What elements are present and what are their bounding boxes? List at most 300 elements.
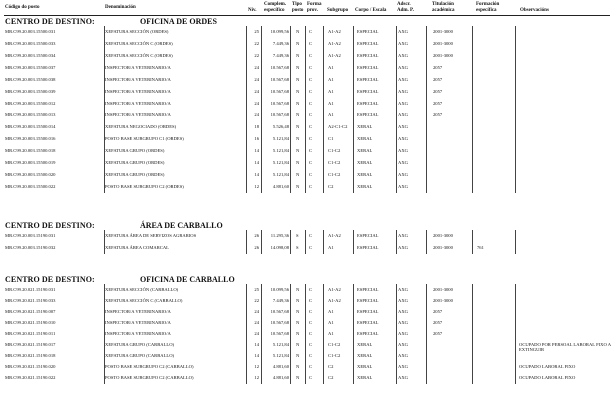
cell-complemento: 10.099,56	[270, 29, 289, 34]
cell-denominacion: XEFATURA GRUPO (CARBALLO)	[105, 342, 175, 347]
cell-observacions: OCUPADO LABORAL FIXO	[519, 364, 576, 369]
cell-codigo: MR.C99.20.003.15500.039	[5, 88, 56, 94]
cell-denominacion: INSPECTOR/A VETERINARIO/A	[105, 112, 171, 118]
cell-forma: C	[309, 76, 313, 82]
cell-denominacion: POSTO BASE SUBGRUPO C2 (CARBALLO)	[105, 364, 194, 369]
cell-titulacion: 2001-3000	[433, 52, 453, 58]
cell-complemento: 4.881,60	[272, 364, 289, 369]
cell-complemento: 4.881,60	[272, 375, 289, 380]
cell-titulacion: 2001-3000	[433, 298, 453, 303]
table-row	[0, 41, 614, 51]
cell-titulacion: 2057	[433, 331, 443, 336]
cell-forma: C	[309, 244, 313, 250]
table-row	[0, 172, 614, 182]
col-header-adscr-2: Adm. P.	[397, 7, 414, 13]
cell-denominacion: INSPECTOR/A VETERINARIO/A	[105, 320, 171, 325]
cell-codigo: MR.C99.20.021.15190.018	[5, 353, 56, 358]
cell-adscr: AXG	[398, 287, 408, 292]
cell-subgrupo: C1	[328, 136, 334, 142]
cell-tipo: N	[296, 136, 300, 142]
cell-nivel: 18	[254, 124, 259, 130]
cell-codigo: MR.C99.20.003.15500.031	[5, 29, 56, 34]
cell-corpo: XERAL	[357, 375, 373, 380]
col-header-adscr	[397, 2, 414, 13]
cell-denominacion: XEFATURA GRUPO (ORDES)	[105, 172, 165, 178]
table-row	[0, 89, 614, 99]
cell-forma: C	[309, 136, 313, 142]
cell-tipo: N	[296, 342, 300, 347]
table-row	[0, 29, 614, 39]
cell-titulacion: 2001-3000	[433, 287, 453, 292]
cell-corpo: ESPECIAL	[357, 320, 379, 325]
cell-complemento: 10.099,56	[270, 287, 289, 292]
cell-codigo: MR.C99.20.003.15500.033	[5, 40, 56, 46]
cell-corpo: ESPECIAL	[357, 52, 379, 58]
cell-complemento: 5.526,48	[272, 124, 289, 130]
cell-observacions: OCUPADO POR PERSOAL LABORAL FIXO A EXTINGUIR	[519, 342, 611, 352]
cell-subgrupo: A1-A2	[328, 52, 341, 58]
cell-corpo: ESPECIAL	[357, 40, 379, 46]
cell-complemento: 10.567,68	[270, 112, 289, 118]
cell-subgrupo: C2	[328, 183, 334, 189]
cell-codigo: MR.C99.20.021.15190.020	[5, 364, 56, 369]
cell-corpo: XERAL	[357, 364, 373, 369]
cell-adscr: AXG	[398, 353, 408, 358]
cell-subgrupo: A1-A2	[328, 40, 341, 46]
cell-denominacion: INSPECTOR/A VETERINARIO/A	[105, 331, 171, 336]
cell-forma: C	[309, 40, 313, 46]
cell-nivel: 14	[254, 172, 259, 178]
header-rule	[4, 15, 610, 16]
cell-forma: C	[309, 148, 313, 154]
cell-adscr: AXG	[398, 112, 408, 118]
cell-nivel: 24	[254, 112, 259, 118]
cell-subgrupo: A1-A2	[328, 233, 341, 238]
cell-denominacion: INSPECTOR/A VETERINARIO/A	[105, 64, 171, 70]
cell-adscr: AXG	[398, 183, 408, 189]
cell-corpo: ESPECIAL	[357, 88, 379, 94]
cell-forma: C	[309, 52, 313, 58]
table-row	[0, 298, 614, 308]
cell-corpo: XERAL	[357, 148, 373, 154]
cell-subgrupo: A1	[328, 88, 334, 94]
cell-denominacion: INSPECTOR/A VETERINARIO/A	[105, 309, 171, 314]
cell-denominacion: XEFATURA ÁREA DE SERVIZOS AGRARIOS	[105, 233, 197, 238]
cell-formacion: 761	[477, 244, 484, 250]
col-header-corpo: Corpo / Escala	[355, 8, 387, 13]
table-row	[0, 160, 614, 170]
table-row	[0, 364, 614, 374]
cell-subgrupo: C1-C2	[328, 172, 341, 178]
cell-tipo: N	[296, 88, 300, 94]
cell-nivel: 12	[254, 183, 259, 189]
cell-denominacion: XEFATURA GRUPO (ORDES)	[105, 148, 165, 154]
col-header-titulacion	[432, 2, 455, 13]
cell-codigo: MR.C99.20.003.15500.022	[5, 183, 56, 189]
cell-corpo: ESPECIAL	[357, 76, 379, 82]
cell-complemento: 5.121,84	[272, 148, 289, 154]
cell-corpo: ESPECIAL	[357, 287, 379, 292]
cell-adscr: AXG	[398, 88, 408, 94]
table-row	[0, 233, 614, 243]
cell-complemento: 10.567,68	[270, 64, 289, 70]
cell-complemento: 5.121,84	[272, 136, 289, 142]
cell-tipo: N	[296, 148, 300, 154]
cell-corpo: ESPECIAL	[357, 64, 379, 70]
cell-tipo: N	[296, 100, 300, 106]
cell-denominacion: XEFATURA NEGOCIADO (ORDES)	[105, 124, 177, 130]
cell-forma: C	[309, 364, 313, 369]
col-header-codigo: Código do posto	[5, 5, 40, 10]
section-label: CENTRO DE DESTINO:	[5, 275, 95, 284]
cell-forma: C	[309, 353, 313, 358]
section-name: OFICINA DE CARBALLO	[140, 275, 235, 284]
cell-titulacion: 2057	[433, 88, 443, 94]
cell-adscr: AXG	[398, 172, 408, 178]
cell-corpo: XERAL	[357, 353, 373, 358]
cell-denominacion: XEFATURA SECCIÓN C (ORDES)	[105, 40, 173, 46]
cell-nivel: 14	[254, 342, 259, 347]
table-row	[0, 320, 614, 330]
cell-tipo: N	[296, 353, 300, 358]
table-row	[0, 287, 614, 297]
cell-tipo: N	[296, 364, 300, 369]
cell-adscr: AXG	[398, 298, 408, 303]
cell-nivel: 25	[254, 29, 259, 34]
cell-corpo: ESPECIAL	[357, 244, 379, 250]
table-row	[0, 353, 614, 363]
cell-denominacion: POSTO BASE SUBGRUPO C2 (ORDES)	[105, 183, 184, 189]
cell-subgrupo: C1-C2	[328, 148, 341, 154]
cell-adscr: AXG	[398, 309, 408, 314]
cell-codigo: MR.C99.20.003.15500.018	[5, 148, 56, 154]
cell-codigo: MR.C99.20.003.15500.020	[5, 172, 56, 178]
cell-adscr: AXG	[398, 100, 408, 106]
cell-subgrupo: A1-A2	[328, 29, 341, 34]
col-header-adscr-1: Adscr.	[397, 2, 411, 7]
cell-tipo: N	[296, 320, 300, 325]
col-header-formacion-2: específica	[476, 7, 497, 13]
cell-titulacion: 2057	[433, 112, 443, 118]
cell-titulacion: 2001-3000	[433, 244, 453, 250]
cell-forma: C	[309, 375, 313, 380]
cell-denominacion: POSTO BASE SUBGRUPO C1 (ORDES)	[105, 136, 184, 142]
cell-forma: C	[309, 342, 313, 347]
cell-tipo: N	[296, 52, 300, 58]
cell-nivel: 26	[254, 233, 259, 238]
cell-nivel: 26	[254, 244, 259, 250]
cell-corpo: XERAL	[357, 124, 373, 130]
cell-subgrupo: C1-C2	[328, 353, 341, 358]
cell-forma: C	[309, 172, 313, 178]
cell-adscr: AXG	[398, 233, 408, 238]
cell-titulacion: 2057	[433, 64, 443, 70]
cell-titulacion: 2057	[433, 320, 443, 325]
cell-adscr: AXG	[398, 375, 408, 380]
cell-complemento: 10.567,68	[270, 100, 289, 106]
table-row	[0, 65, 614, 75]
table-row	[0, 342, 614, 352]
cell-adscr: AXG	[398, 244, 408, 250]
col-header-formacion-1: Formación	[476, 2, 500, 7]
section-name: OFICINA DE ORDES	[140, 17, 217, 26]
cell-denominacion: XEFATURA GRUPO (ORDES)	[105, 160, 165, 166]
cell-tipo: N	[296, 298, 300, 303]
table-row	[0, 53, 614, 63]
cell-adscr: AXG	[398, 52, 408, 58]
col-header-forma-2: prov.	[307, 7, 318, 13]
cell-codigo: MR.C99.20.003.15190.032	[5, 244, 56, 250]
cell-subgrupo: A1	[328, 309, 334, 314]
cell-codigo: MR.C99.20.003.15500.019	[5, 160, 56, 166]
col-header-titulacion-2: académica	[432, 7, 455, 13]
col-header-tipo-2: posto	[292, 7, 304, 13]
cell-complemento: 10.567,68	[270, 331, 289, 336]
section-label: CENTRO DE DESTINO:	[5, 17, 95, 26]
cell-complemento: 14.098,08	[270, 244, 289, 250]
cell-corpo: ESPECIAL	[357, 298, 379, 303]
col-header-subgrupo: Subgrupo	[327, 8, 349, 13]
cell-denominacion: XEFATURA ÁREA COMARCAL	[105, 244, 169, 250]
cell-nivel: 25	[254, 287, 259, 292]
cell-denominacion: INSPECTOR/A VETERINARIO/A	[105, 100, 171, 106]
cell-tipo: N	[296, 112, 300, 118]
cell-codigo: MR.C99.20.003.15500.038	[5, 76, 56, 82]
cell-nivel: 16	[254, 136, 259, 142]
cell-complemento: 7.449,36	[272, 40, 289, 46]
cell-corpo: ESPECIAL	[357, 233, 379, 238]
cell-complemento: 4.881,60	[272, 183, 289, 189]
table-row	[0, 309, 614, 319]
cell-subgrupo: A1	[328, 331, 334, 336]
cell-subgrupo: A1	[328, 76, 334, 82]
cell-subgrupo: A1	[328, 112, 334, 118]
cell-complemento: 5.121,84	[272, 172, 289, 178]
cell-denominacion: XEFATURA SECCIÓN (CARBALLO)	[105, 287, 179, 292]
cell-denominacion: INSPECTOR/A VETERINARIO/A	[105, 88, 171, 94]
col-header-complemento-1: Complem.	[264, 2, 287, 7]
cell-forma: C	[309, 112, 313, 118]
col-header-observacions: Observacións	[520, 8, 549, 13]
cell-subgrupo: A1	[328, 320, 334, 325]
col-header-forma-1: Forma	[307, 2, 322, 7]
cell-adscr: AXG	[398, 320, 408, 325]
cell-complemento: 5.121,84	[272, 353, 289, 358]
cell-forma: C	[309, 183, 313, 189]
cell-complemento: 5.121,84	[272, 160, 289, 166]
cell-subgrupo: A1	[328, 64, 334, 70]
cell-subgrupo: C2	[328, 375, 334, 380]
table-row	[0, 112, 614, 122]
cell-subgrupo: A1	[328, 244, 334, 250]
cell-forma: C	[309, 88, 313, 94]
cell-nivel: 14	[254, 160, 259, 166]
cell-complemento: 5.121,84	[272, 342, 289, 347]
cell-titulacion: 2001-3000	[433, 29, 453, 34]
cell-corpo: XERAL	[357, 136, 373, 142]
cell-nivel: 24	[254, 64, 259, 70]
cell-subgrupo: A1	[328, 100, 334, 106]
cell-tipo: N	[296, 172, 300, 178]
cell-forma: C	[309, 233, 313, 238]
cell-adscr: AXG	[398, 364, 408, 369]
cell-tipo: N	[296, 64, 300, 70]
table-row	[0, 245, 614, 255]
cell-tipo: N	[296, 76, 300, 82]
cell-denominacion: INSPECTOR/A VETERINARIO/A	[105, 76, 171, 82]
cell-titulacion: 2057	[433, 100, 443, 106]
cell-observacions: OCUPADO LABORAL FIXO	[519, 375, 576, 380]
cell-denominacion: XEFATURA SECCIÓN C (CARBALLO)	[105, 298, 183, 303]
section-name: ÁREA DE CARBALLO	[140, 221, 223, 230]
cell-tipo: N	[296, 40, 300, 46]
table-row	[0, 148, 614, 158]
cell-codigo: MR.C99.20.021.15190.017	[5, 342, 56, 347]
cell-codigo: MR.C99.20.021.15190.022	[5, 375, 56, 380]
table-row	[0, 101, 614, 111]
cell-nivel: 12	[254, 375, 259, 380]
cell-tipo: N	[296, 331, 300, 336]
cell-tipo: N	[296, 124, 300, 130]
cell-complemento: 7.449,36	[272, 298, 289, 303]
cell-tipo: S	[296, 233, 299, 238]
cell-tipo: N	[296, 375, 300, 380]
cell-subgrupo: A1-A2	[328, 298, 341, 303]
col-header-forma	[307, 2, 321, 13]
cell-complemento: 7.449,36	[272, 52, 289, 58]
cell-forma: C	[309, 124, 313, 130]
cell-subgrupo: A2-C1-C2	[328, 124, 348, 130]
cell-corpo: ESPECIAL	[357, 331, 379, 336]
cell-complemento: 10.567,68	[270, 76, 289, 82]
cell-forma: C	[309, 29, 313, 34]
cell-corpo: ESPECIAL	[357, 100, 379, 106]
cell-corpo: XERAL	[357, 342, 373, 347]
cell-adscr: AXG	[398, 40, 408, 46]
cell-nivel: 24	[254, 88, 259, 94]
cell-forma: C	[309, 287, 313, 292]
cell-nivel: 22	[254, 40, 259, 46]
cell-complemento: 10.567,68	[270, 88, 289, 94]
cell-titulacion: 2001-3000	[433, 233, 453, 238]
cell-forma: C	[309, 100, 313, 106]
cell-forma: C	[309, 64, 313, 70]
cell-titulacion: 2057	[433, 76, 443, 82]
table-row	[0, 136, 614, 146]
cell-complemento: 11.295,36	[270, 233, 289, 238]
col-header-nivel: Nív.	[248, 8, 257, 13]
col-header-tipo	[292, 2, 303, 13]
cell-nivel: 22	[254, 298, 259, 303]
cell-nivel: 24	[254, 76, 259, 82]
cell-nivel: 24	[254, 309, 259, 314]
cell-forma: C	[309, 331, 313, 336]
cell-forma: C	[309, 309, 313, 314]
cell-corpo: ESPECIAL	[357, 112, 379, 118]
cell-denominacion: XEFATURA GRUPO (CARBALLO)	[105, 353, 175, 358]
cell-complemento: 10.567,68	[270, 320, 289, 325]
cell-denominacion: XEFATURA SECCIÓN C (ORDES)	[105, 52, 173, 58]
cell-titulacion: 2057	[433, 309, 443, 314]
cell-adscr: AXG	[398, 342, 408, 347]
cell-complemento: 10.567,68	[270, 309, 289, 314]
cell-tipo: N	[296, 183, 300, 189]
cell-subgrupo: C1-C2	[328, 160, 341, 166]
cell-nivel: 14	[254, 353, 259, 358]
cell-codigo: MR.C99.20.003.15190.031	[5, 233, 56, 238]
col-header-denominacion: Denominación	[105, 5, 136, 10]
cell-codigo: MR.C99.20.021.15190.010	[5, 320, 56, 325]
cell-adscr: AXG	[398, 136, 408, 142]
cell-corpo: XERAL	[357, 183, 373, 189]
cell-adscr: AXG	[398, 148, 408, 154]
cell-forma: C	[309, 320, 313, 325]
cell-codigo: MR.C99.20.021.15190.011	[5, 331, 56, 336]
cell-codigo: MR.C99.20.021.15190.031	[5, 287, 56, 292]
table-row	[0, 77, 614, 87]
col-header-complemento-2: específico	[264, 7, 285, 13]
table-row	[0, 331, 614, 341]
cell-codigo: MR.C99.20.003.15500.013	[5, 112, 56, 118]
col-header-tipo-1: Tipo	[292, 2, 302, 7]
cell-denominacion: POSTO BASE SUBGRUPO C2 (CARBALLO)	[105, 375, 194, 380]
cell-adscr: AXG	[398, 76, 408, 82]
cell-codigo: MR.C99.20.021.15190.033	[5, 298, 56, 303]
cell-adscr: AXG	[398, 64, 408, 70]
cell-subgrupo: C2	[328, 364, 334, 369]
cell-codigo: MR.C99.20.021.15190.007	[5, 309, 56, 314]
cell-tipo: N	[296, 160, 300, 166]
cell-corpo: ESPECIAL	[357, 309, 379, 314]
cell-codigo: MR.C99.20.003.15500.012	[5, 100, 56, 106]
cell-nivel: 22	[254, 52, 259, 58]
cell-nivel: 12	[254, 364, 259, 369]
cell-subgrupo: A1-A2	[328, 287, 341, 292]
cell-adscr: AXG	[398, 331, 408, 336]
col-header-titulacion-1: Titulación	[432, 2, 454, 7]
cell-tipo: N	[296, 29, 300, 34]
table-row	[0, 375, 614, 385]
cell-nivel: 24	[254, 100, 259, 106]
col-header-complemento	[264, 2, 286, 13]
col-header-formacion	[476, 2, 499, 13]
cell-subgrupo: C1-C2	[328, 342, 341, 347]
cell-adscr: AXG	[398, 124, 408, 130]
cell-codigo: MR.C99.20.003.15500.037	[5, 64, 56, 70]
cell-corpo: XERAL	[357, 172, 373, 178]
cell-forma: C	[309, 160, 313, 166]
table-row	[0, 124, 614, 134]
cell-nivel: 14	[254, 148, 259, 154]
cell-adscr: AXG	[398, 29, 408, 34]
cell-codigo: MR.C99.20.003.15500.016	[5, 136, 56, 142]
cell-titulacion: 2001-3000	[433, 40, 453, 46]
cell-nivel: 24	[254, 320, 259, 325]
cell-tipo: S	[296, 244, 299, 250]
cell-codigo: MR.C99.20.003.15500.034	[5, 52, 56, 58]
cell-denominacion: XEFATURA SECCIÓN (ORDES)	[105, 29, 169, 34]
cell-corpo: XERAL	[357, 160, 373, 166]
cell-corpo: ESPECIAL	[357, 29, 379, 34]
table-row	[0, 184, 614, 194]
cell-adscr: AXG	[398, 160, 408, 166]
cell-tipo: N	[296, 287, 300, 292]
cell-nivel: 24	[254, 331, 259, 336]
cell-forma: C	[309, 298, 313, 303]
section-label: CENTRO DE DESTINO:	[5, 221, 95, 230]
cell-codigo: MR.C99.20.003.15500.014	[5, 124, 56, 130]
cell-tipo: N	[296, 309, 300, 314]
